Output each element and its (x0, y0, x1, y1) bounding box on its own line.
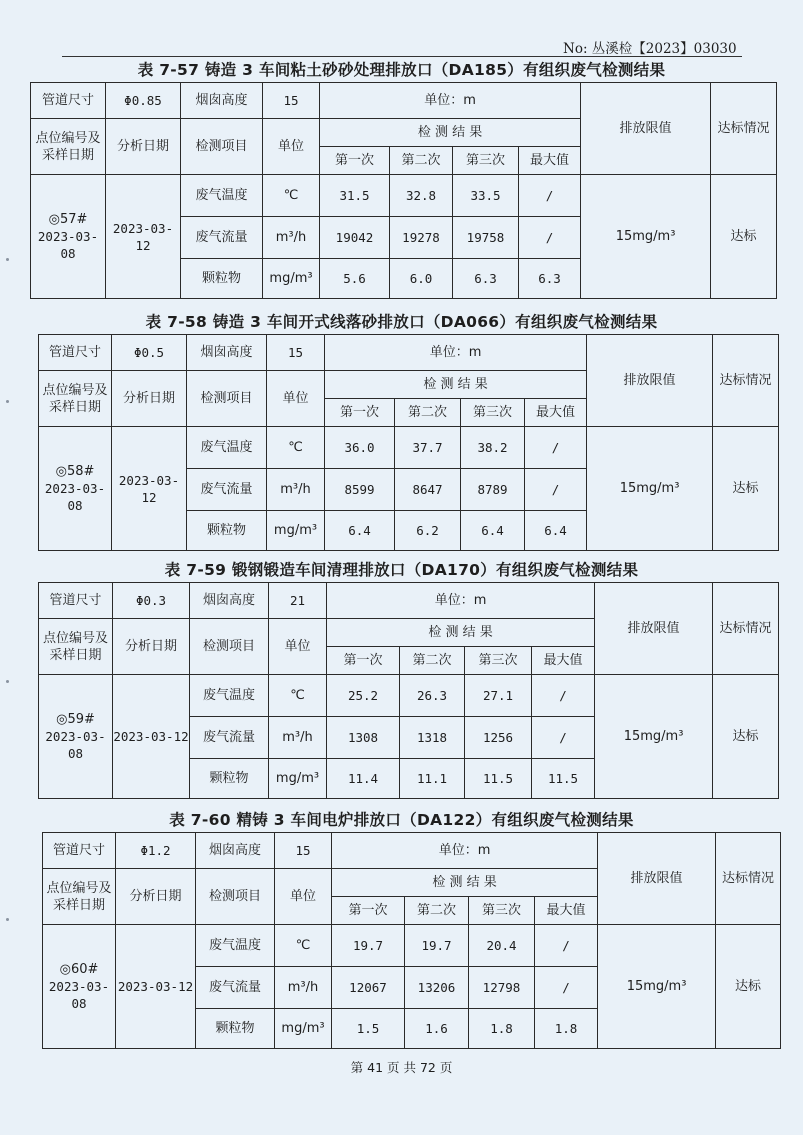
unit-cell: m³/h (275, 967, 332, 1009)
point-id: ◎59# (56, 712, 95, 727)
point-header: 点位编号及采样日期 (43, 869, 116, 925)
max-header: 最大值 (535, 897, 598, 925)
max-header: 最大值 (525, 399, 587, 427)
value-max: / (535, 925, 598, 967)
margin-mark (6, 258, 9, 261)
result-table (38, 582, 779, 799)
unit-cell: ℃ (275, 925, 332, 967)
value-2: 6.0 (390, 259, 453, 299)
chimney-height-value: 15 (267, 335, 325, 371)
sample-date: 2023-03-08 (45, 729, 106, 761)
value-max: 1.8 (535, 1009, 598, 1049)
point-cell (39, 675, 113, 799)
limit-header: 排放限值 (581, 83, 711, 175)
value-1: 8599 (325, 469, 395, 511)
unit-note: 单位：m (327, 583, 595, 619)
result-table (42, 832, 781, 1049)
unit-cell: mg/m³ (263, 259, 320, 299)
compliance-header: 达标情况 (711, 83, 777, 175)
analysis-date-header: 分析日期 (112, 371, 187, 427)
value-3: 11.5 (465, 759, 532, 799)
value-max: / (535, 967, 598, 1009)
chimney-height-label: 烟囱高度 (196, 833, 275, 869)
value-2: 6.2 (395, 511, 461, 551)
chimney-height-value: 15 (263, 83, 320, 119)
result-table (38, 334, 779, 551)
value-2: 1318 (400, 717, 465, 759)
value-3: 6.4 (461, 511, 525, 551)
value-1: 1.5 (332, 1009, 405, 1049)
table-title: 表 7-57 铸造 3 车间粘土砂砂处理排放口（DA185）有组织废气检测结果 (137, 61, 666, 79)
limit-header: 排放限值 (598, 833, 716, 925)
unit-cell: ℃ (267, 427, 325, 469)
max-header: 最大值 (532, 647, 595, 675)
second-header: 第二次 (395, 399, 461, 427)
item-header: 检测项目 (187, 371, 267, 427)
value-3: 20.4 (469, 925, 535, 967)
value-3: 1256 (465, 717, 532, 759)
point-id: ◎58# (55, 464, 95, 479)
result-table (30, 82, 777, 299)
value-2: 1.6 (405, 1009, 469, 1049)
compliance-header: 达标情况 (713, 583, 779, 675)
value-max: / (532, 675, 595, 717)
item-header: 检测项目 (181, 119, 263, 175)
limit-header: 排放限值 (587, 335, 713, 427)
value-3: 1.8 (469, 1009, 535, 1049)
point-cell (31, 175, 106, 299)
unit-note: 单位：m (332, 833, 598, 869)
first-header: 第一次 (327, 647, 400, 675)
item-cell: 颗粒物 (196, 1009, 275, 1049)
value-2: 11.1 (400, 759, 465, 799)
compliance-value: 达标 (713, 427, 779, 551)
unit-cell: m³/h (269, 717, 327, 759)
limit-value: 15mg/m³ (595, 675, 713, 799)
item-cell: 颗粒物 (181, 259, 263, 299)
item-cell: 废气温度 (187, 427, 267, 469)
point-cell (39, 427, 112, 551)
value-2: 37.7 (395, 427, 461, 469)
results-header: 检 测 结 果 (325, 371, 587, 399)
value-2: 32.8 (390, 175, 453, 217)
pipe-size-value: Φ0.85 (106, 83, 181, 119)
limit-value: 15mg/m³ (598, 925, 716, 1049)
point-cell (43, 925, 116, 1049)
table-title: 表 7-59 锻钢锻造车间清理排放口（DA170）有组织废气检测结果 (164, 561, 639, 579)
value-max: / (519, 175, 581, 217)
value-max: / (519, 217, 581, 259)
item-header: 检测项目 (196, 869, 275, 925)
chimney-height-label: 烟囱高度 (181, 83, 263, 119)
point-id: ◎60# (59, 962, 99, 977)
value-1: 36.0 (325, 427, 395, 469)
first-header: 第一次 (320, 147, 390, 175)
value-3: 8789 (461, 469, 525, 511)
unit-cell: m³/h (267, 469, 325, 511)
value-1: 6.4 (325, 511, 395, 551)
value-3: 12798 (469, 967, 535, 1009)
results-header: 检 测 结 果 (320, 119, 581, 147)
first-header: 第一次 (332, 897, 405, 925)
pipe-size-label: 管道尺寸 (39, 583, 113, 619)
analysis-date-header: 分析日期 (116, 869, 196, 925)
item-cell: 废气流量 (187, 469, 267, 511)
item-cell: 废气温度 (196, 925, 275, 967)
point-header: 点位编号及采样日期 (39, 371, 112, 427)
item-header: 检测项目 (190, 619, 269, 675)
third-header: 第三次 (469, 897, 535, 925)
item-cell: 废气流量 (181, 217, 263, 259)
pipe-size-value: Φ1.2 (116, 833, 196, 869)
compliance-value: 达标 (713, 675, 779, 799)
unit-cell: mg/m³ (275, 1009, 332, 1049)
compliance-header: 达标情况 (716, 833, 781, 925)
pipe-size-value: Φ0.3 (113, 583, 190, 619)
first-header: 第一次 (325, 399, 395, 427)
value-2: 19278 (390, 217, 453, 259)
analysis-date: 2023-03-12 (113, 675, 190, 799)
point-id: ◎57# (48, 212, 88, 227)
chimney-height-label: 烟囱高度 (187, 335, 267, 371)
compliance-header: 达标情况 (713, 335, 779, 427)
unit-cell: ℃ (263, 175, 320, 217)
unit-header: 单位 (267, 371, 325, 427)
value-1: 5.6 (320, 259, 390, 299)
value-2: 26.3 (400, 675, 465, 717)
value-1: 31.5 (320, 175, 390, 217)
third-header: 第三次 (461, 399, 525, 427)
results-header: 检 测 结 果 (332, 869, 598, 897)
third-header: 第三次 (465, 647, 532, 675)
value-3: 6.3 (453, 259, 519, 299)
value-1: 19042 (320, 217, 390, 259)
second-header: 第二次 (390, 147, 453, 175)
table-title: 表 7-58 铸造 3 车间开式线落砂排放口（DA066）有组织废气检测结果 (145, 313, 658, 331)
value-1: 19.7 (332, 925, 405, 967)
value-2: 8647 (395, 469, 461, 511)
value-3: 27.1 (465, 675, 532, 717)
value-1: 25.2 (327, 675, 400, 717)
sample-date: 2023-03-08 (48, 979, 110, 1011)
analysis-date: 2023-03-12 (116, 925, 196, 1049)
value-1: 1308 (327, 717, 400, 759)
analysis-date: 2023-03-12 (112, 427, 187, 551)
table-title: 表 7-60 精铸 3 车间电炉排放口（DA122）有组织废气检测结果 (169, 811, 634, 829)
pipe-size-label: 管道尺寸 (39, 335, 112, 371)
compliance-value: 达标 (711, 175, 777, 299)
analysis-date-header: 分析日期 (113, 619, 190, 675)
pipe-size-label: 管道尺寸 (31, 83, 106, 119)
chimney-height-value: 15 (275, 833, 332, 869)
value-2: 19.7 (405, 925, 469, 967)
item-cell: 废气流量 (190, 717, 269, 759)
value-max: / (532, 717, 595, 759)
page-footer: 第 41 页 共 72 页 (350, 1060, 453, 1075)
item-cell: 废气流量 (196, 967, 275, 1009)
pipe-size-label: 管道尺寸 (43, 833, 116, 869)
document-number: No: 丛溪检【2023】03030 (563, 41, 737, 57)
unit-cell: m³/h (263, 217, 320, 259)
compliance-value: 达标 (716, 925, 781, 1049)
sample-date: 2023-03-08 (44, 481, 106, 513)
header-rule (62, 56, 742, 57)
third-header: 第三次 (453, 147, 519, 175)
unit-header: 单位 (263, 119, 320, 175)
max-header: 最大值 (519, 147, 581, 175)
item-cell: 颗粒物 (187, 511, 267, 551)
sample-date: 2023-03-08 (37, 229, 99, 261)
unit-note: 单位：m (325, 335, 587, 371)
point-header: 点位编号及采样日期 (39, 619, 113, 675)
analysis-date-header: 分析日期 (106, 119, 181, 175)
value-2: 13206 (405, 967, 469, 1009)
item-cell: 颗粒物 (190, 759, 269, 799)
limit-header: 排放限值 (595, 583, 713, 675)
point-header: 点位编号及采样日期 (31, 119, 106, 175)
item-cell: 废气温度 (181, 175, 263, 217)
item-cell: 废气温度 (190, 675, 269, 717)
margin-mark (6, 400, 9, 403)
unit-cell: mg/m³ (267, 511, 325, 551)
unit-header: 单位 (275, 869, 332, 925)
unit-header: 单位 (269, 619, 327, 675)
second-header: 第二次 (400, 647, 465, 675)
margin-mark (6, 918, 9, 921)
second-header: 第二次 (405, 897, 469, 925)
value-max: / (525, 427, 587, 469)
unit-cell: ℃ (269, 675, 327, 717)
unit-note: 单位：m (320, 83, 581, 119)
value-3: 19758 (453, 217, 519, 259)
margin-mark (6, 680, 9, 683)
value-max: 11.5 (532, 759, 595, 799)
value-3: 33.5 (453, 175, 519, 217)
value-1: 11.4 (327, 759, 400, 799)
pipe-size-value: Φ0.5 (112, 335, 187, 371)
value-1: 12067 (332, 967, 405, 1009)
unit-cell: mg/m³ (269, 759, 327, 799)
value-3: 38.2 (461, 427, 525, 469)
limit-value: 15mg/m³ (581, 175, 711, 299)
value-max: 6.4 (525, 511, 587, 551)
analysis-date: 2023-03-12 (106, 175, 181, 299)
limit-value: 15mg/m³ (587, 427, 713, 551)
value-max: 6.3 (519, 259, 581, 299)
value-max: / (525, 469, 587, 511)
results-header: 检 测 结 果 (327, 619, 595, 647)
chimney-height-label: 烟囱高度 (190, 583, 269, 619)
chimney-height-value: 21 (269, 583, 327, 619)
